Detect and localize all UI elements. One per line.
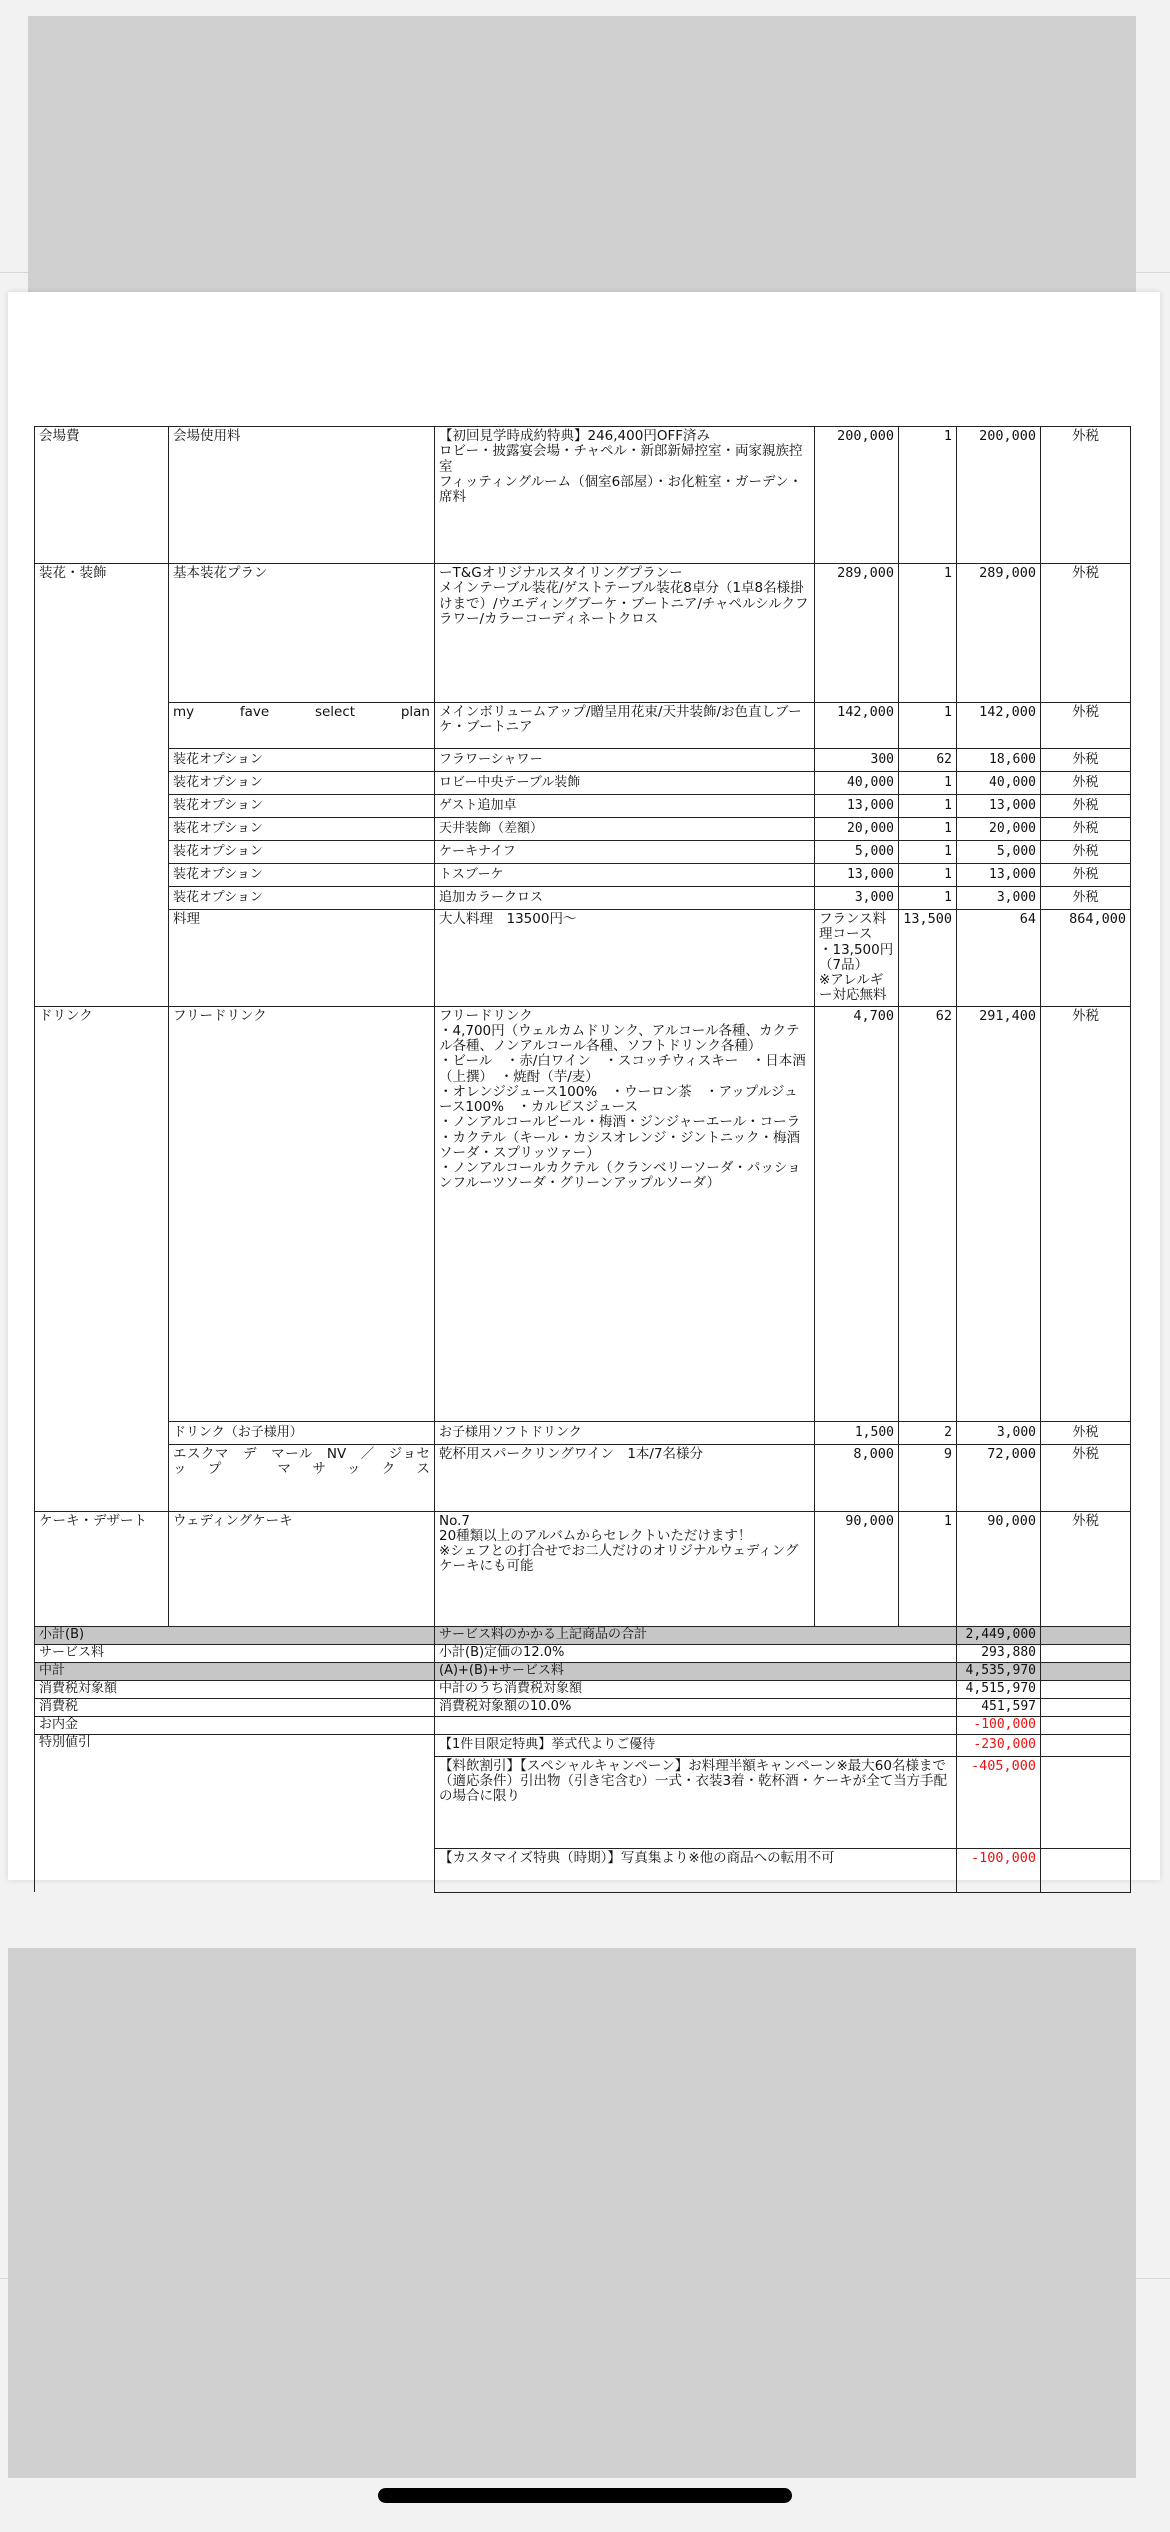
tax-cell: 外税 [1041, 427, 1131, 564]
amount-cell: 5,000 [957, 841, 1041, 864]
summary-row [35, 1698, 1131, 1716]
tax-cell: 外税 [1041, 795, 1131, 818]
category-cell: ドリンク [35, 1006, 169, 1511]
unit-price-cell: 5,000 [815, 841, 899, 864]
unit-price-cell: 13,000 [815, 864, 899, 887]
category-cell: 会場費 [35, 427, 169, 564]
description-cell: 追加カラークロス [435, 887, 815, 910]
table-row [35, 703, 1131, 749]
table-row [35, 427, 1131, 564]
redacted-area-bottom [8, 1948, 1136, 2478]
discount-row [35, 1734, 1131, 1756]
summary-amount: 2,449,000 [957, 1626, 1041, 1644]
description-line: メインテーブル装花/ゲストテーブル装花8卓分（1卓8名様掛けまで）/ウエディングブーケ・ブートニア/チャペルシルクフラワー/カラーコーディネートクロス [439, 580, 809, 627]
item-cell: エスクマ デ マール NV ／ ジョセップ マサックス [169, 1444, 435, 1511]
summary-description: 小計(B)定価の12.0% [435, 1644, 957, 1662]
summary-label: お内金 [35, 1716, 435, 1734]
description-line: フィッティングルーム（個室6部屋）・お化粧室・ガーデン・席料 [439, 473, 803, 505]
item-cell: 基本装花プラン [169, 564, 435, 703]
amount-cell: 90,000 [957, 1511, 1041, 1626]
unit-price-cell: 20,000 [815, 818, 899, 841]
summary-empty-cell [1041, 1644, 1131, 1662]
description-line: ・オレンジジュース100% ・ウーロン茶 ・アップルジュース100% ・カルピスジュース [439, 1083, 798, 1115]
quantity-cell: 1 [899, 703, 957, 749]
description-line: ・13,500円（7品） [819, 941, 894, 973]
description-line: メインボリュームアップ/贈呈用花束/天井装飾/お色直しブーケ・ブートニア [439, 704, 802, 736]
item-cell: 装花オプション [169, 887, 435, 910]
description-line: ・ノンアルコールビール・梅酒・ジンジャーエール・コーラ [439, 1114, 801, 1131]
amount-cell: 200,000 [957, 427, 1041, 564]
description-cell: ケーキナイフ [435, 841, 815, 864]
description-cell [435, 1511, 815, 1626]
description-line: ・ノンアルコールカクテル（クランベリーソーダ・パッションフルーツソーダ・グリーンアップルソーダ） [439, 1160, 801, 1192]
tax-cell: 外税 [1041, 703, 1131, 749]
tax-cell: 外税 [1041, 887, 1131, 910]
tax-cell: 外税 [1041, 564, 1131, 703]
summary-empty-cell [1041, 1698, 1131, 1716]
quantity-cell: 1 [899, 1511, 957, 1626]
table-row [35, 1421, 1131, 1444]
unit-price-cell: 8,000 [815, 1444, 899, 1511]
discount-empty-cell [1041, 1848, 1131, 1892]
table-row [35, 564, 1131, 703]
quantity-cell: 2 [899, 1421, 957, 1444]
quantity-cell: 64 [957, 910, 1041, 1007]
summary-description: 消費税対象額の10.0% [435, 1698, 957, 1716]
summary-empty-cell [1041, 1662, 1131, 1680]
amount-cell: 291,400 [957, 1006, 1041, 1421]
item-cell: my fave select plan [169, 703, 435, 749]
tax-cell: 外税 [1041, 818, 1131, 841]
summary-row [35, 1680, 1131, 1698]
unit-price-cell: 300 [815, 749, 899, 772]
tax-cell: 外税 [1041, 1006, 1131, 1421]
item-cell: フリードリンク [169, 1006, 435, 1421]
unit-price-cell: 1,500 [815, 1421, 899, 1444]
description-cell: ゲスト追加卓 [435, 795, 815, 818]
unit-price-cell: 40,000 [815, 772, 899, 795]
table-row [35, 795, 1131, 818]
table-row [35, 910, 1131, 1007]
description-cell [435, 1444, 815, 1511]
summary-empty-cell [1041, 1716, 1131, 1734]
quantity-cell: 1 [899, 564, 957, 703]
tax-cell: 外税 [1041, 1421, 1131, 1444]
quantity-cell: 9 [899, 1444, 957, 1511]
item-cell: ウェディングケーキ [169, 1511, 435, 1626]
summary-row [35, 1626, 1131, 1644]
summary-row [35, 1662, 1131, 1680]
unit-price-cell: 142,000 [815, 703, 899, 749]
description-cell [815, 910, 899, 1007]
amount-cell: 289,000 [957, 564, 1041, 703]
item-cell: 装花オプション [169, 841, 435, 864]
quantity-cell: 1 [899, 864, 957, 887]
summary-description: サービス料のかかる上記商品の合計 [435, 1626, 957, 1644]
unit-price-cell: 3,000 [815, 887, 899, 910]
summary-amount: 451,597 [957, 1698, 1041, 1716]
discount-description: 【カスタマイズ特典（時期）】写真集より※他の商品への転用不可 [435, 1848, 957, 1892]
item-cell: 会場使用料 [169, 427, 435, 564]
description-line: フリードリンク [439, 1007, 533, 1024]
summary-label: サービス料 [35, 1644, 435, 1662]
document-page [8, 292, 1160, 1880]
description-line: 20種類以上のアルバムからセレクトいただけます！ [439, 1527, 752, 1544]
description-line: ・カクテル（キール・カシスオレンジ・ジントニック・梅酒ソーダ・スプリッツァー） [439, 1129, 801, 1161]
tax-cell: 外税 [1041, 864, 1131, 887]
amount-cell: 72,000 [957, 1444, 1041, 1511]
summary-empty-cell [1041, 1626, 1131, 1644]
discount-label: 特別値引 [35, 1734, 435, 1892]
tax-cell: 外税 [1041, 1444, 1131, 1511]
summary-description [435, 1716, 957, 1734]
table-row [35, 749, 1131, 772]
table-row [35, 864, 1131, 887]
amount-cell: 20,000 [957, 818, 1041, 841]
description-cell [435, 703, 815, 749]
amount-cell: 18,600 [957, 749, 1041, 772]
summary-row [35, 1716, 1131, 1734]
unit-price-cell: 90,000 [815, 1511, 899, 1626]
summary-empty-cell [1041, 1680, 1131, 1698]
table-row [35, 1444, 1131, 1511]
description-line: ーT&Gオリジナルスタイリングプランー [439, 565, 683, 581]
unit-price-cell: 4,700 [815, 1006, 899, 1421]
description-line: ロビー・披露宴会場・チャペル・新郎新婦控室・両家親族控室 [439, 443, 803, 475]
quantity-cell: 1 [899, 887, 957, 910]
tax-cell: 外税 [1041, 841, 1131, 864]
discount-amount: -230,000 [957, 1734, 1041, 1756]
item-cell: 装花オプション [169, 749, 435, 772]
quantity-cell: 62 [899, 749, 957, 772]
item-cell: ドリンク（お子様用） [169, 1421, 435, 1444]
amount-cell: 864,000 [1041, 910, 1131, 1007]
description-line: 乾杯用スパークリングワイン 1本/7名様分 [439, 1445, 704, 1462]
table-row [35, 887, 1131, 910]
amount-cell: 13,000 [957, 795, 1041, 818]
item-cell: 装花オプション [169, 864, 435, 887]
unit-price-cell: 289,000 [815, 564, 899, 703]
description-cell: トスブーケ [435, 864, 815, 887]
tax-cell: 外税 [1041, 749, 1131, 772]
description-line: ※アレルギー対応無料 [819, 972, 887, 1004]
item-cell: 装花オプション [169, 795, 435, 818]
description-line: フランス料理コース [819, 911, 887, 943]
description-cell [435, 564, 815, 703]
description-line: ・ビール ・赤/白ワイン ・スコッチウィスキー ・日本酒（上撰） ・焼酎（芋/麦） [439, 1053, 806, 1085]
summary-label: 消費税対象額 [35, 1680, 435, 1698]
summary-amount: 293,880 [957, 1644, 1041, 1662]
description-cell: お子様用ソフトドリンク [435, 1421, 815, 1444]
unit-price-cell: 13,000 [815, 795, 899, 818]
tax-cell: 外税 [1041, 1511, 1131, 1626]
tax-cell: 外税 [1041, 772, 1131, 795]
summary-row [35, 1644, 1131, 1662]
estimate-table [34, 426, 1131, 1893]
summary-amount: 4,535,970 [957, 1662, 1041, 1680]
discount-description: 【1件目限定特典】挙式代よりご優待 [435, 1734, 957, 1756]
discount-amount: -100,000 [957, 1848, 1041, 1892]
table-row [35, 841, 1131, 864]
table-row [35, 1006, 1131, 1421]
summary-amount: 4,515,970 [957, 1680, 1041, 1698]
category-cell: 装花・装飾 [35, 564, 169, 1007]
estimate-body [35, 427, 1131, 1893]
description-cell: フラワーシャワー [435, 749, 815, 772]
amount-cell: 142,000 [957, 703, 1041, 749]
discount-empty-cell [1041, 1756, 1131, 1848]
amount-cell: 3,000 [957, 887, 1041, 910]
quantity-cell: 1 [899, 427, 957, 564]
quantity-cell: 1 [899, 772, 957, 795]
home-indicator[interactable] [378, 2488, 792, 2503]
item-cell: 装花オプション [169, 818, 435, 841]
unit-price-cell: 13,500 [899, 910, 957, 1007]
discount-amount: -405,000 [957, 1756, 1041, 1848]
quantity-cell: 1 [899, 818, 957, 841]
quantity-cell: 1 [899, 841, 957, 864]
unit-price-cell: 200,000 [815, 427, 899, 564]
summary-description: (A)+(B)+サービス料 [435, 1662, 957, 1680]
item-cell: 大人料理 13500円〜 [435, 910, 815, 1007]
summary-amount: -100,000 [957, 1716, 1041, 1734]
amount-cell: 3,000 [957, 1421, 1041, 1444]
category-cell: ケーキ・デザート [35, 1511, 169, 1626]
category-cell: 料理 [169, 910, 435, 1007]
amount-cell: 13,000 [957, 864, 1041, 887]
description-line: ※シェフとの打合せでお二人だけのオリジナルウェディングケーキにも可能 [439, 1543, 799, 1575]
amount-cell: 40,000 [957, 772, 1041, 795]
description-line: 【初回見学時成約特典】246,400円OFF済み [439, 428, 710, 444]
summary-description: 中計のうち消費税対象額 [435, 1680, 957, 1698]
summary-label: 小計(B) [35, 1626, 435, 1644]
description-cell [435, 1006, 815, 1421]
description-cell [435, 427, 815, 564]
quantity-cell: 1 [899, 795, 957, 818]
table-row [35, 818, 1131, 841]
table-row [35, 772, 1131, 795]
description-cell: 天井装飾（差額） [435, 818, 815, 841]
discount-empty-cell [1041, 1734, 1131, 1756]
discount-description: 【料飲割引】【スペシャルキャンペーン】お料理半額キャンペーン※最大60名様まで（適応条件）引出物（引き宅含む）一式・衣装3着・乾杯酒・ケーキが全て当方手配の場合に限り [435, 1756, 957, 1848]
description-line: No.7 [439, 1512, 471, 1529]
quantity-cell: 62 [899, 1006, 957, 1421]
summary-label: 消費税 [35, 1698, 435, 1716]
summary-label: 中計 [35, 1662, 435, 1680]
table-row [35, 1511, 1131, 1626]
description-cell: ロビー中央テーブル装飾 [435, 772, 815, 795]
description-line: ・4,700円（ウェルカムドリンク、アルコール各種、カクテル各種、ノンアルコール各種、ソフトドリンク各種） [439, 1022, 800, 1054]
item-cell: 装花オプション [169, 772, 435, 795]
